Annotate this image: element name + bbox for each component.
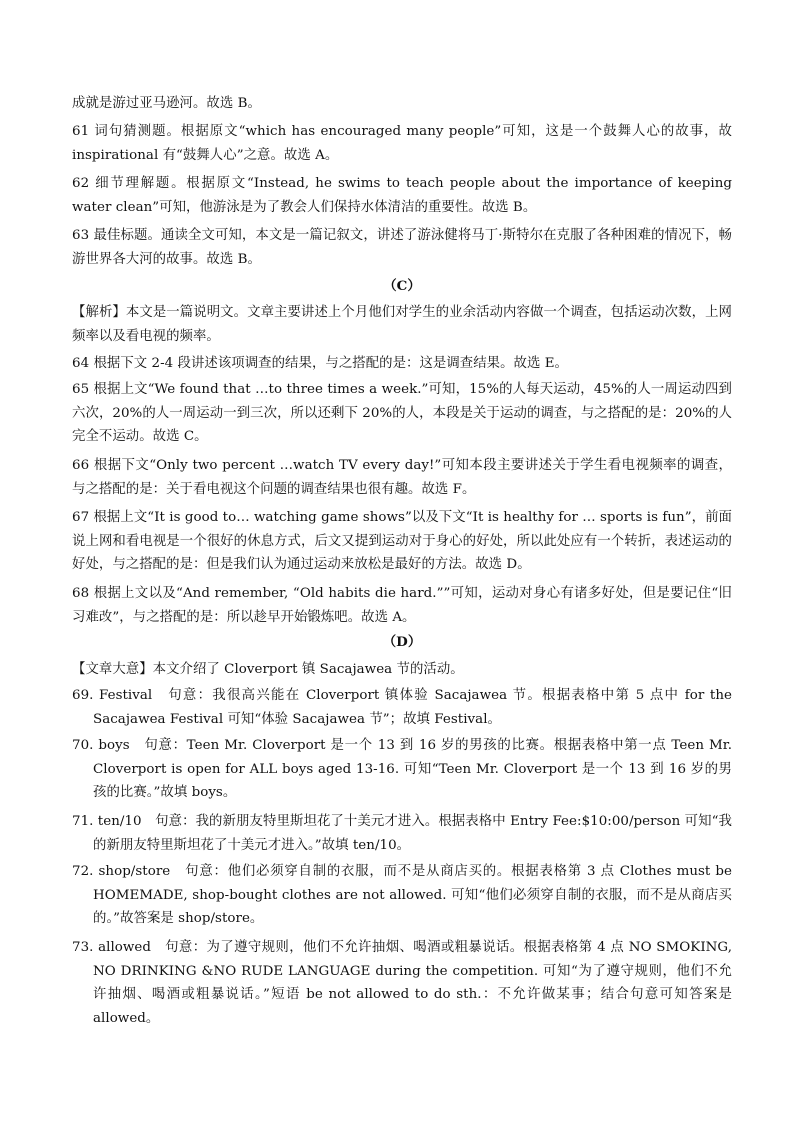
paragraph-q68: 68 根据上文以及“And remember, “Old habits die hard.””可知，运动对身心有诸多好处，但是要记住“旧习难改”，与之搭配的是：所以趁早开始锻炼吧。故选 A。	[72, 586, 732, 625]
paragraph-intro-end: 成就是游过亚马逊河。故选 B。	[72, 96, 261, 111]
paragraph-q69: 69. Festival 句意：我很高兴能在 Cloverport 镇体验 Sacajawea 节。根据表格中第 5 点中 for the Sacajawea Festival 可知“体验 Sacajawea 节”；故填 Festival。	[72, 688, 732, 727]
paragraph-q61: 61 词句猜测题。根据原文“which has encouraged many people”可知，这是一个鼓舞人心的故事，故 inspirational 有“鼓舞人心”之意。故选 A。	[72, 124, 732, 163]
paragraph-q71: 71. ten/10 句意：我的新朋友特里斯坦花了十美元才进入。根据表格中 Entry Fee:$10:00/person 可知“我的新朋友特里斯坦花了十美元才进入。”故填 ten/10。	[72, 814, 732, 853]
paragraph-q65: 65 根据上文“We found that …to three times a week.”可知，15%的人每天运动，45%的人一周运动四到六次，20%的人一周运动一到三次，所以还剩下 20%的人，本段是关于运动的调查，与之搭配的是：20%的人完全不运动。故选 C。	[72, 382, 732, 444]
section-heading-d: （D）	[382, 634, 422, 650]
paragraph-q67: 67 根据上文“It is good to… watching game shows”以及下文“It is healthy for … sports is fun”，前面说上网和看电视是一个很好的休息方式，后文又提到运动对于身心的好处，所以此处应有一个转折，表述运动的好处，与之搭配的是：但是我们认为通过运动来放松是最好的方法。故选 D。	[72, 510, 732, 572]
paragraph-q72: 72. shop/store 句意：他们必须穿自制的衣服，而不是从商店买的。根据表格第 3 点 Clothes must be HOMEMADE, shop-bought clothes are not allowed. 可知“他们必须穿自制的衣服，而不是从商店买的。”故答案是 shop/store。	[72, 864, 732, 926]
paragraph-c-analysis: 【解析】本文是一篇说明文。文章主要讲述上个月他们对学生的业余活动内容做一个调查，包括运动次数，上网频率以及看电视的频率。	[72, 305, 732, 344]
paragraph-d-summary: 【文章大意】本文介绍了 Cloverport 镇 Sacajawea 节的活动。	[72, 662, 464, 677]
paragraph-q62: 62 细节理解题。根据原文“Instead, he swims to teach people about the importance of keeping water clean”可知，他游泳是为了教会人们保持水体清洁的重要性。故选 B。	[72, 176, 732, 215]
paragraph-q73: 73. allowed 句意：为了遵守规则，他们不允许抽烟、喝酒或粗暴说话。根据表格第 4 点 NO SMOKING, NO DRINKING &NO RUDE LANGUAGE during the competition. 可知“为了遵守规则，他们不允许抽烟、喝酒或粗暴说话。”短语 be not allowed to do sth.：不允许做某事；结合句意可知答案是 allowed。	[72, 940, 732, 1026]
paragraph-q70: 70. boys 句意：Teen Mr. Cloverport 是一个 13 到 16 岁的男孩的比赛。根据表格中第一点 Teen Mr. Cloverport is open for ALL boys aged 13-16. 可知“Teen Mr. Cloverport 是一个 13 到 16 岁的男孩的比赛。”故填 boys。	[72, 738, 732, 800]
section-heading-c: （C）	[383, 278, 421, 294]
paragraph-q63: 63 最佳标题。通读全文可知，本文是一篇记叙文，讲述了游泳健将马丁·斯特尔在克服了各种困难的情况下，畅游世界各大河的故事。故选 B。	[72, 228, 732, 267]
paragraph-q66: 66 根据下文“Only two percent …watch TV every day!”可知本段主要讲述关于学生看电视频率的调查，与之搭配的是：关于看电视这个问题的调查结果也很有趣。故选 F。	[72, 458, 732, 497]
paragraph-q64: 64 根据下文 2-4 段讲述该项调查的结果，与之搭配的是：这是调查结果。故选 E。	[72, 356, 569, 371]
